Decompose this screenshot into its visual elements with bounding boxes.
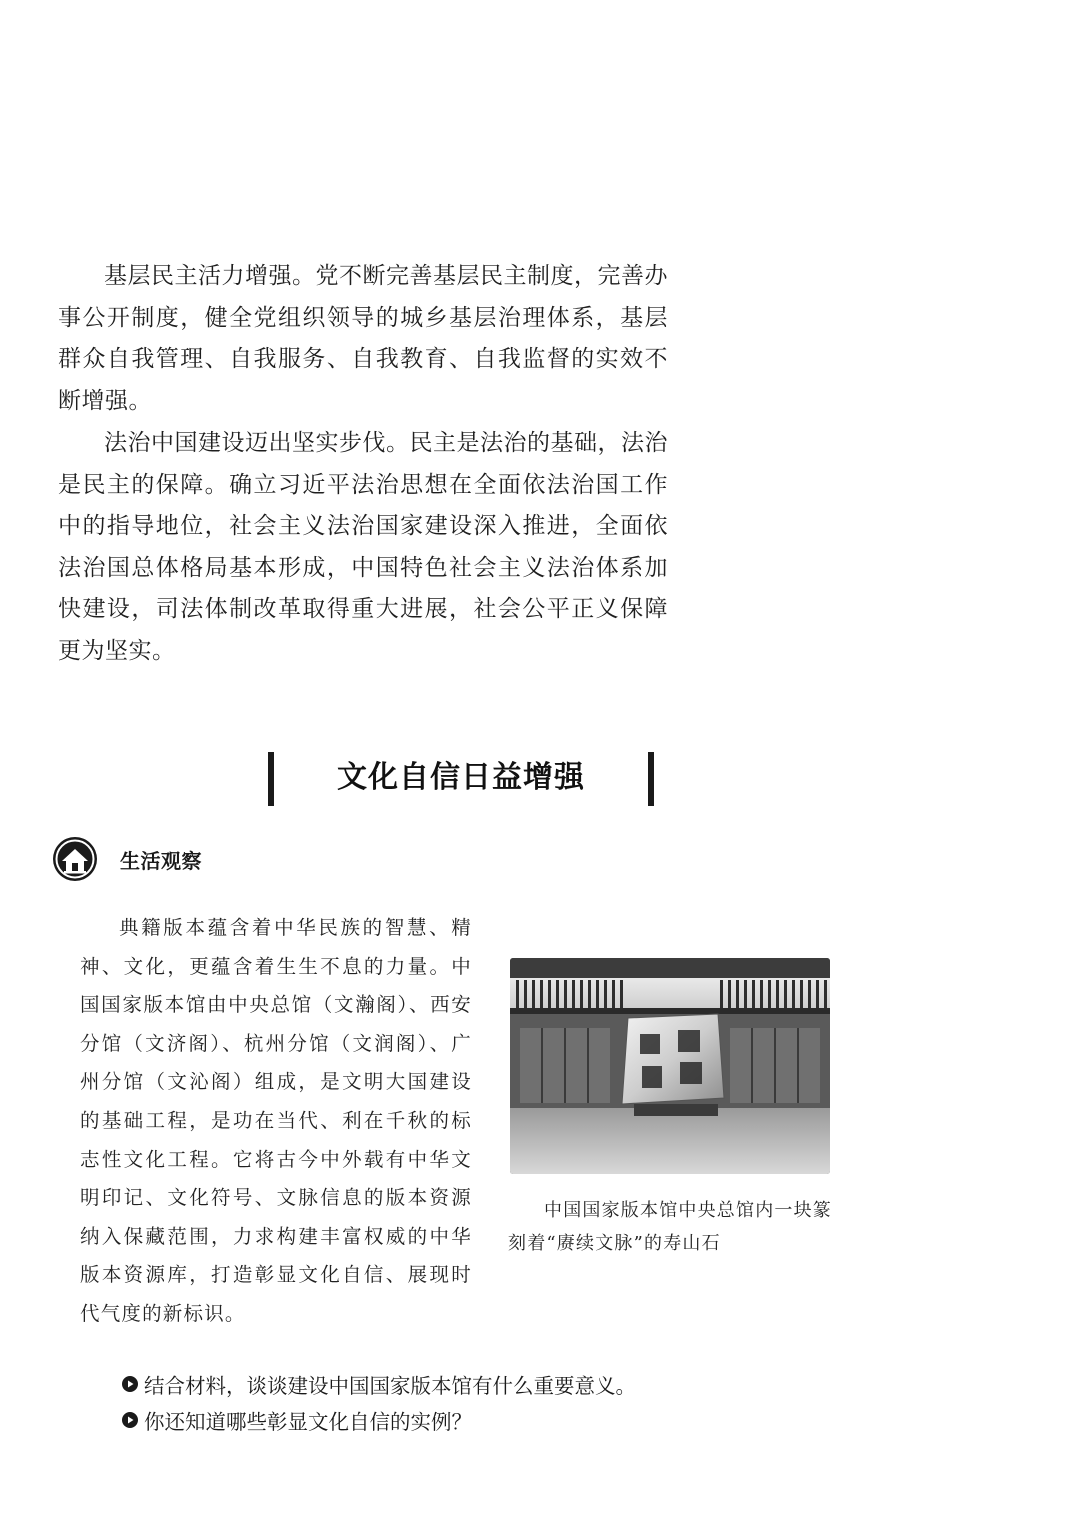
photo-caption [508,1194,848,1260]
heading-bar-right [648,752,654,806]
paragraph-grassroots-democracy [58,256,668,422]
discussion-questions [122,1366,762,1438]
question-text: 你还知道哪些彰显文化自信的实例？ [144,1410,472,1434]
life-observation-label [52,835,202,883]
observation-material [80,909,472,1334]
shoushan-stone-photo [510,958,830,1174]
play-circle-icon [122,1412,138,1428]
question-item [122,1402,762,1438]
paragraph-text: 法治中国建设迈出坚实步伐。民主是法治的基础，法治是民主的保障。确立习近平法治思想在全面依法治国工作中的指导地位，社会主义法治国家建设深入推进，全面依法治国总体格局基本形成，中国特色社会主义法治体系加快建设，司法体制改革取得重大进展，社会公平正义保障更为坚实。 [58,430,668,664]
play-circle-icon [122,1376,138,1392]
section-heading [268,752,654,806]
paragraph-rule-of-law [58,423,668,672]
caption-text: 中国国家版本馆中央总馆内一块篆刻着“赓续文脉”的寿山石 [508,1200,832,1254]
photo-illustration [510,958,830,1174]
material-paragraph: 典籍版本蕴含着中华民族的智慧、精神、文化，更蕴含着生生不息的力量。中国国家版本馆由中央总馆（文瀚阁）、西安分馆（文济阁）、杭州分馆（文润阁）、广州分馆（文沁阁）组成，是文明大国建设的基础工程，是功在当代、利在千秋的标志性文化工程。它将古今中外载有中华文明印记、文化符号、文脉信息的版本资源纳入保藏范围，力求构建丰富权威的中华版本资源库，打造彰显文化自信、展现时代气度的新标识。 [80,916,472,1325]
house-circle-icon [52,836,98,882]
question-text: 结合材料，谈谈建设中国国家版本馆有什么重要意义。 [144,1374,636,1398]
section-title: 文化自信日益增强 [337,760,585,795]
question-item [122,1366,762,1402]
paragraph-text: 基层民主活力增强。党不断完善基层民主制度，完善办事公开制度，健全党组织领导的城乡基层治理体系，基层群众自我管理、自我服务、自我教育、自我监督的实效不断增强。 [58,263,668,414]
observation-title: 生活观察 [120,848,202,873]
